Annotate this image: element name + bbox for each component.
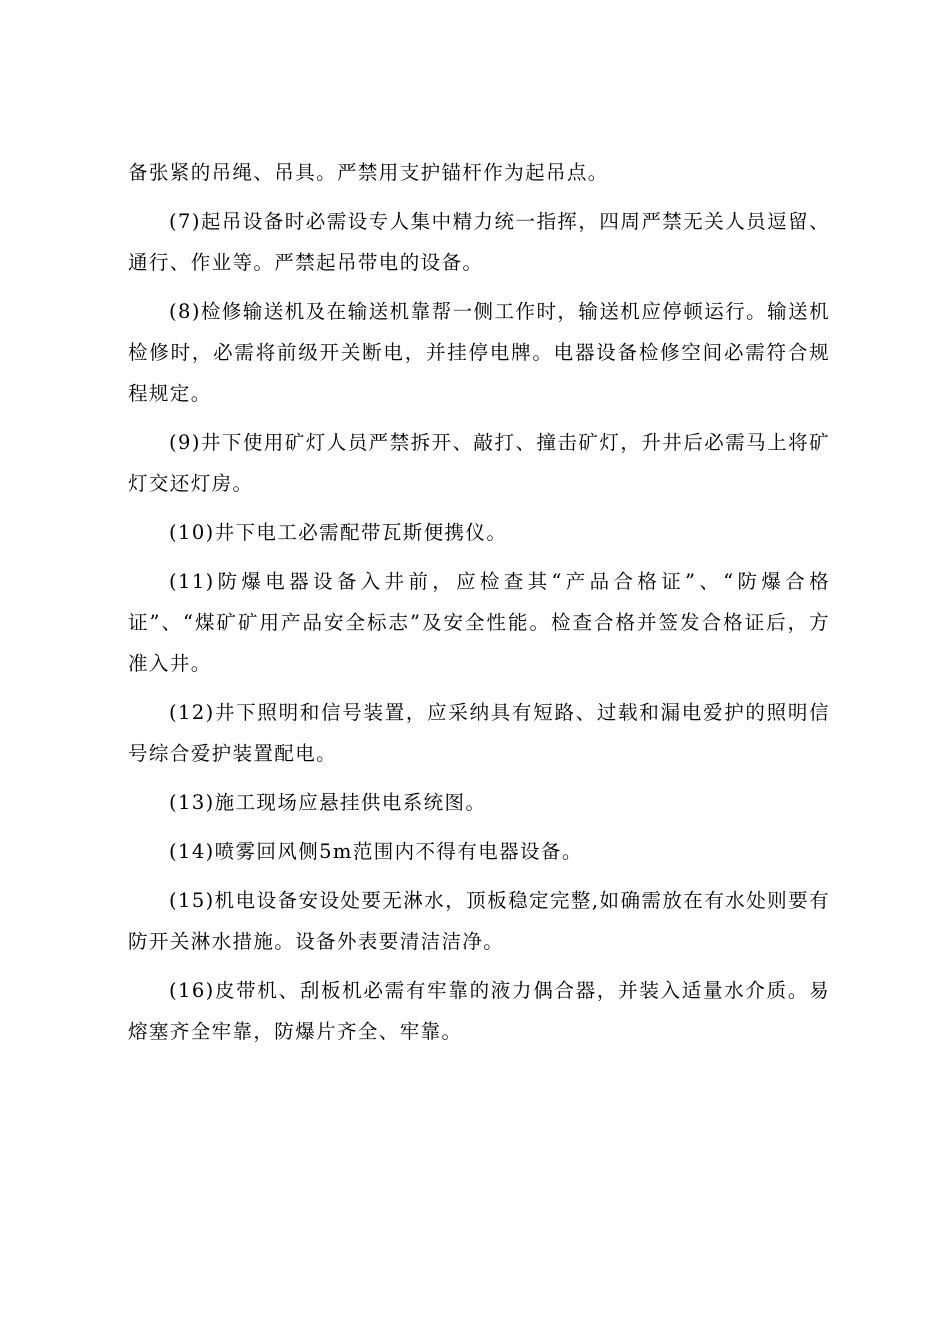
document-body [128,152,830,1060]
paragraph-continuation: 备张紧的吊绳、吊具。严禁用支护锚杆作为起吊点。 [128,161,609,184]
paragraph-item-13: (13)施工现场应悬挂供电系统图。 [169,791,487,814]
paragraph-item-9: (9)井下使用矿灯人员严禁拆开、敲打、撞击矿灯，升井后必需马上将矿灯交还灯房。 [128,431,830,495]
paragraph-item-15: (15)机电设备安设处要无淋水，顶板稳定完整,如确需放在有水处则要有防开关淋水措施。设备外表要清洁洁净。 [128,889,830,953]
paragraph-item-8: (8)检修输送机及在输送机靠帮一侧工作时，输送机应停顿运行。输送机检修时，必需将前级开关断电，并挂停电牌。电器设备检修空间必需符合规程规定。 [128,300,830,405]
paragraph-item-10: (10)井下电工必需配带瓦斯便携仪。 [169,521,508,544]
paragraph-item-16: (16)皮带机、刮板机必需有牢靠的液力偶合器，并装入适量水介质。易熔塞齐全牢靠，防爆片齐全、牢靠。 [128,979,830,1043]
paragraph-item-11: (11)防爆电器设备入井前，应检查其“产品合格证”、“防爆合格证”、“煤矿矿用产品安全标志”及安全性能。检查合格并签发合格证后，方准入井。 [128,570,830,675]
paragraph-item-14: (14)喷雾回风侧5m范围内不得有电器设备。 [169,840,583,863]
paragraph-item-12: (12)井下照明和信号装置，应采纳具有短路、过载和漏电爱护的照明信号综合爱护装置配电。 [128,701,830,765]
paragraph-item-7: (7)起吊设备时必需设专人集中精力统一指挥，四周严禁无关人员逗留、通行、作业等。严禁起吊带电的设备。 [128,210,830,274]
